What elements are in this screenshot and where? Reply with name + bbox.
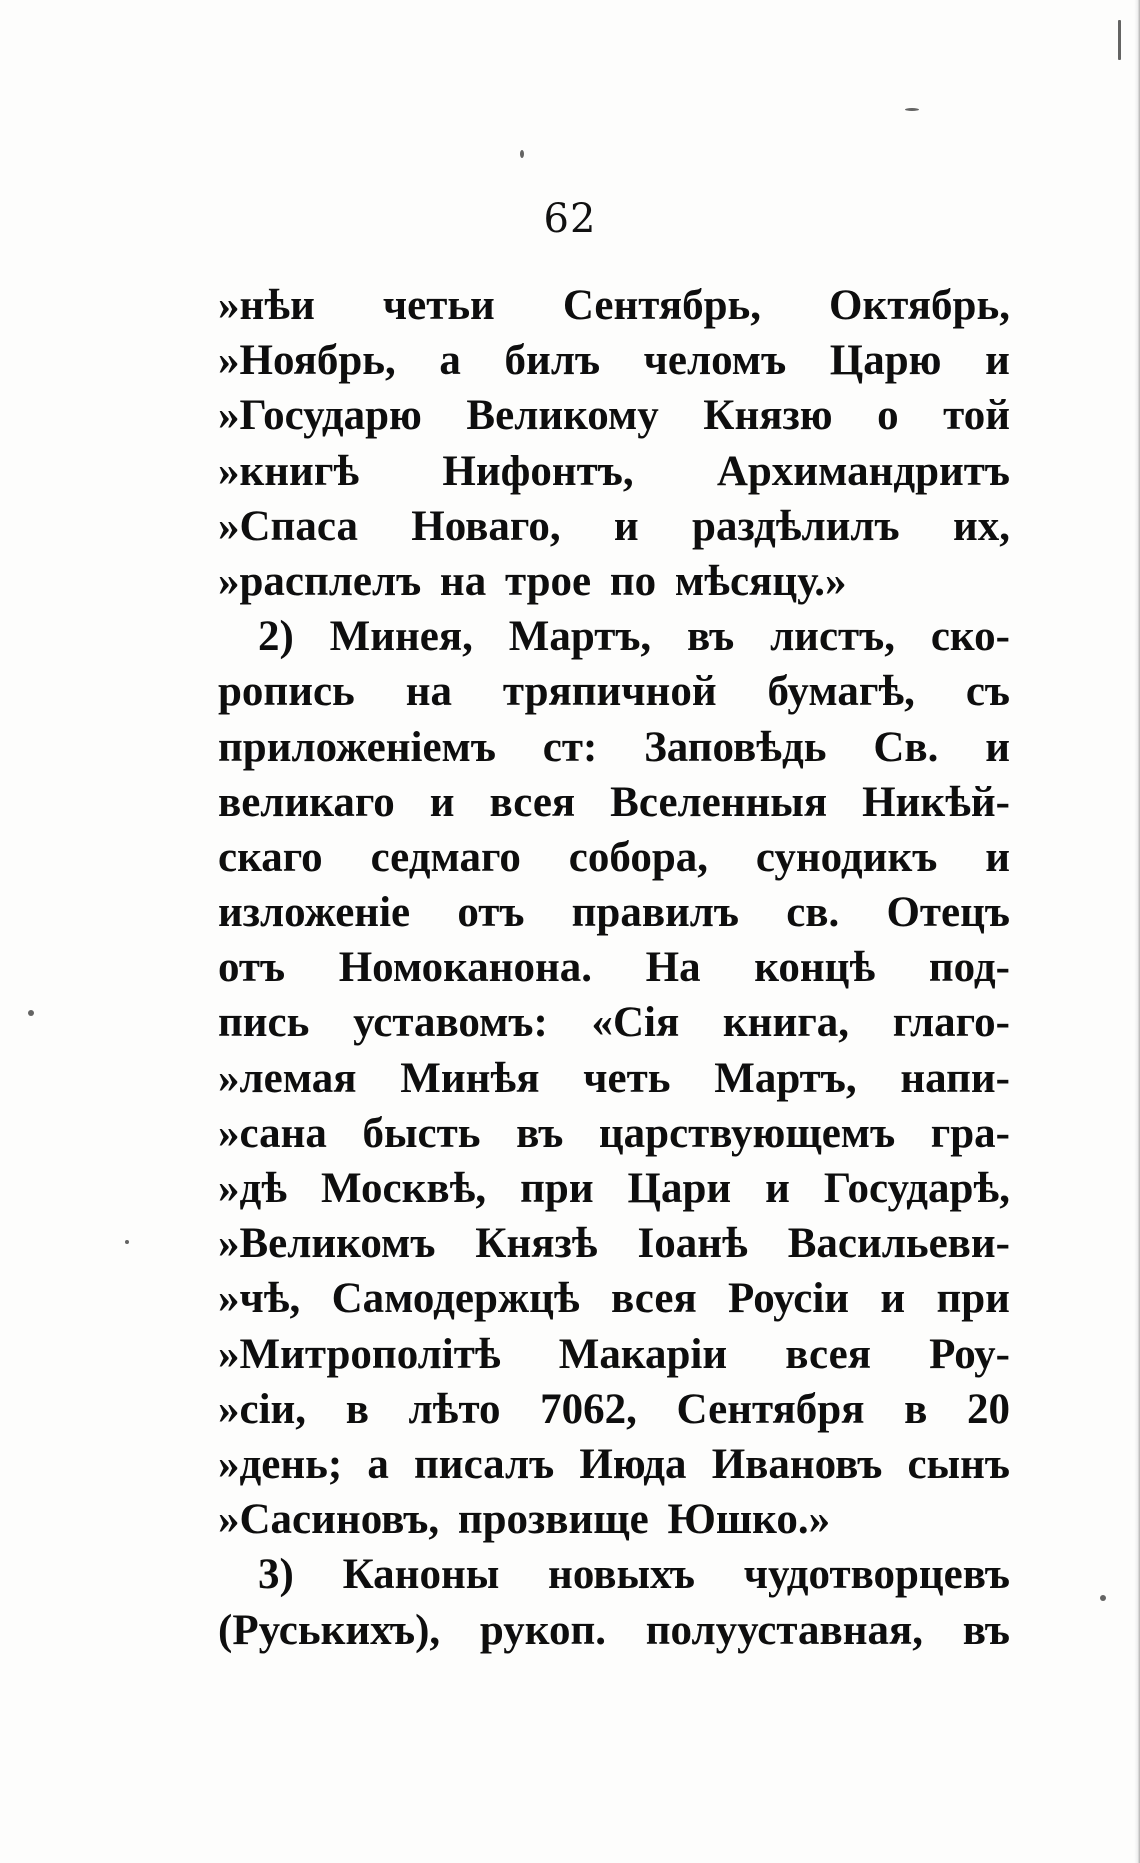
text-line — [218, 444, 1010, 499]
word: Минѣя — [400, 1054, 540, 1102]
word: Роу- — [929, 1330, 1010, 1378]
word: »день; — [218, 1440, 343, 1488]
word: Отецъ — [886, 889, 1010, 937]
word: приложеніемъ — [218, 723, 496, 771]
word: Мартъ, — [508, 613, 652, 661]
word: Государѣ, — [823, 1165, 1010, 1212]
word: 20 — [966, 1385, 1010, 1433]
text-line — [218, 1106, 1010, 1161]
text-line — [218, 278, 1010, 333]
word: «Сія — [591, 999, 680, 1047]
word: Князѣ — [475, 1220, 598, 1268]
word: »дѣ — [218, 1165, 288, 1212]
page-number: 62 — [543, 196, 597, 242]
text-line — [218, 664, 1010, 719]
word: Октябрь, — [829, 282, 1010, 329]
word: бумагѣ, — [767, 668, 915, 716]
word: »Великомъ — [218, 1220, 436, 1268]
text-line — [218, 1161, 1010, 1216]
word: »Митрополітѣ — [218, 1330, 501, 1378]
word: Царю — [829, 337, 942, 385]
word: »книгѣ — [218, 447, 360, 495]
word: и — [985, 833, 1010, 881]
word: а — [439, 337, 461, 385]
word: глаго- — [892, 999, 1010, 1047]
scan-speck — [1100, 1595, 1106, 1601]
word: Номоканона. — [338, 944, 593, 992]
word: и — [985, 337, 1010, 385]
word: и — [429, 778, 455, 826]
scan-edge — [1134, 0, 1140, 1863]
word: четьи — [382, 282, 495, 329]
word: седмаго — [370, 833, 521, 881]
text-line — [218, 1216, 1010, 1271]
text-line — [218, 388, 1010, 443]
text-line — [218, 1437, 1010, 1492]
word: »Государю — [218, 392, 422, 440]
word: сунодикъ — [755, 833, 938, 881]
word: собора, — [568, 833, 708, 881]
word: ропись — [218, 668, 355, 716]
word: их, — [952, 502, 1010, 550]
word: Никѣй- — [862, 778, 1010, 826]
word: новыхъ — [548, 1551, 695, 1599]
word: Св. — [873, 723, 939, 771]
word: уставомъ: — [353, 999, 548, 1047]
word: въ — [962, 1606, 1010, 1654]
text-line — [218, 1051, 1010, 1106]
text-line-paragraph-start — [218, 609, 1010, 664]
word: бысть — [362, 1109, 481, 1157]
text-line-paragraph-start — [218, 1547, 1010, 1602]
word: царствующемъ — [598, 1109, 896, 1157]
word: Москвѣ, — [321, 1165, 487, 1212]
word: Нифонтъ, — [442, 447, 634, 495]
word: под- — [928, 944, 1010, 992]
word: той — [943, 392, 1010, 440]
word: Цари — [627, 1165, 732, 1212]
word: изложеніе — [218, 889, 411, 937]
word: в — [904, 1385, 928, 1433]
word: »сана — [218, 1109, 327, 1157]
word: 2) — [258, 613, 294, 661]
word: тряпичной — [502, 668, 717, 716]
word: листъ, — [770, 613, 895, 661]
word: книга, — [722, 999, 850, 1047]
word: Сентябрь, — [562, 282, 762, 329]
text-line — [218, 940, 1010, 995]
word: всея — [611, 1275, 697, 1323]
word: а — [367, 1440, 389, 1488]
word: в — [345, 1385, 369, 1433]
text-line — [218, 1603, 1010, 1658]
word: правилъ — [571, 889, 740, 937]
text-line: »расплелъ на трое по мѣсяцу.» — [218, 557, 847, 605]
scan-speck — [1118, 20, 1121, 60]
word: Великому — [466, 392, 659, 440]
word: отъ — [218, 944, 286, 992]
word: на — [405, 668, 452, 716]
word: въ — [516, 1109, 564, 1157]
scan-speck — [520, 150, 524, 158]
word: лѣто — [408, 1385, 501, 1433]
word: »сіи, — [218, 1385, 307, 1433]
word: напи- — [900, 1054, 1010, 1102]
word: ско- — [930, 613, 1010, 661]
word: сынъ — [907, 1440, 1010, 1488]
page-body-text — [218, 278, 1010, 1658]
word: Ивановъ — [711, 1440, 883, 1488]
word: и — [765, 1165, 790, 1212]
scan-speck — [28, 1010, 34, 1016]
word: »нѣи — [218, 282, 315, 329]
text-line — [218, 1271, 1010, 1326]
word: челомъ — [643, 337, 787, 385]
text-line: »Сасиновъ, прозвище Юшко.» — [218, 1496, 831, 1544]
text-line — [218, 1327, 1010, 1382]
word: »Спаса — [218, 502, 358, 550]
word: раздѣлилъ — [692, 502, 900, 550]
word: Вселенныя — [610, 778, 828, 826]
text-line — [218, 830, 1010, 885]
word: На — [645, 944, 701, 992]
text-line — [218, 885, 1010, 940]
scan-speck — [905, 108, 919, 111]
scan-speck — [125, 1240, 129, 1244]
word: великаго — [218, 778, 395, 826]
text-line — [218, 499, 1010, 554]
word: съ — [965, 668, 1010, 716]
word: чудотворцевъ — [743, 1551, 1010, 1599]
word: и — [880, 1275, 906, 1323]
word: Іоанѣ — [637, 1220, 748, 1268]
word: Роусіи — [728, 1275, 850, 1323]
word: Макаріи — [558, 1330, 728, 1378]
word: всея — [489, 778, 576, 826]
word: рукоп. — [479, 1606, 606, 1654]
word: »Ноябрь, — [218, 337, 396, 385]
word: писалъ — [414, 1440, 555, 1488]
word: полууставная, — [645, 1606, 923, 1654]
word: Заповѣдь — [644, 723, 827, 771]
word: пись — [218, 999, 310, 1047]
word: четь — [583, 1054, 671, 1102]
word: о — [877, 392, 899, 440]
word: Сентября — [676, 1385, 865, 1433]
word: Самодержцѣ — [331, 1275, 580, 1323]
word: Князю — [703, 392, 833, 440]
word: концѣ — [754, 944, 876, 992]
text-line — [218, 995, 1010, 1050]
word: Минея, — [329, 613, 473, 661]
word: гра- — [930, 1109, 1010, 1157]
word: и — [613, 502, 639, 550]
word: (Руськихъ), — [218, 1606, 441, 1654]
word: ст: — [542, 723, 598, 771]
word: Архимандритъ — [716, 447, 1010, 495]
word: 3) — [258, 1551, 294, 1599]
word: въ — [686, 613, 735, 661]
word: Каноны — [342, 1551, 500, 1599]
word: всея — [785, 1330, 871, 1378]
word: 7062, — [540, 1385, 637, 1433]
word: и — [985, 723, 1010, 771]
word: при — [520, 1165, 594, 1212]
word: »чѣ, — [218, 1275, 301, 1323]
word: скаго — [218, 833, 323, 881]
text-line — [218, 775, 1010, 830]
text-line — [218, 1382, 1010, 1437]
word: билъ — [504, 337, 601, 385]
word: Мартъ, — [714, 1054, 857, 1102]
word: »лемая — [218, 1054, 357, 1102]
word: отъ — [457, 889, 525, 937]
text-line — [218, 720, 1010, 775]
word: св. — [786, 889, 840, 937]
word: Июда — [579, 1440, 687, 1488]
word: при — [936, 1275, 1010, 1323]
word: Новаго, — [411, 502, 561, 550]
word: Васильеви- — [787, 1220, 1010, 1268]
text-line — [218, 333, 1010, 388]
